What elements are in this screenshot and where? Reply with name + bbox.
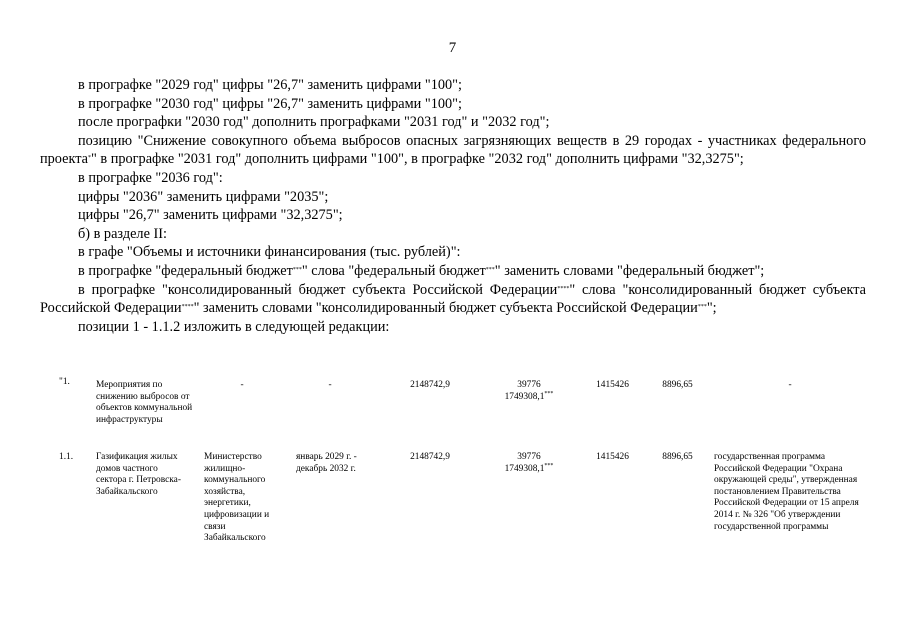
federal-main: 39776 bbox=[517, 380, 541, 390]
paragraph-text: позиции 1 - 1.1.2 изложить в следующей редакции: bbox=[78, 318, 390, 335]
footnote-mark: **** bbox=[181, 304, 194, 311]
table-cell-total: 2148742,9 bbox=[410, 380, 450, 390]
paragraph-text: " слова "федеральный бюджет bbox=[301, 262, 486, 279]
footnote-mark: *** bbox=[697, 304, 707, 311]
paragraph-text: в прографке "федеральный бюджет bbox=[78, 262, 293, 279]
federal-sub bbox=[490, 392, 568, 404]
table-cell-federal bbox=[490, 452, 568, 475]
table-cell-period: - bbox=[328, 380, 332, 390]
footnote-mark: * bbox=[88, 155, 91, 162]
table-cell-executor: - bbox=[240, 380, 244, 390]
table-cell-name: Газификация жилых домов частного сектора г. Петровска-Забайкальского bbox=[96, 452, 181, 497]
table-cell-num: "1. bbox=[59, 377, 70, 387]
paragraph-text: " в прографке "2031 год" дополнить цифрами "100", в прографке "2032 год" дополнить цифрами "32,3275"; bbox=[91, 151, 744, 168]
federal-sub-value: 1749308,1 bbox=[504, 391, 545, 402]
table-cell-total: 2148742,9 bbox=[410, 452, 450, 462]
paragraph-text: цифры "26,7" заменить цифрами "32,3275"; bbox=[78, 207, 343, 224]
federal-sub bbox=[490, 464, 568, 476]
table-cell-period: январь 2029 г. - декабрь 2032 г. bbox=[296, 452, 357, 474]
table-cell-program: - bbox=[788, 380, 792, 390]
paragraph-text: позицию "Снижение совокупного объема выбросов опасных загрязняющих веществ в 29 городах - участниках федерального проекта bbox=[40, 132, 866, 168]
paragraph-text: после прографки "2030 год" дополнить прографками "2031 год" и "2032 год"; bbox=[78, 114, 550, 131]
table-cell-other: 8896,65 bbox=[662, 452, 693, 462]
paragraph-text: б) в разделе II: bbox=[78, 225, 167, 242]
table-cell-program: государственная программа Российской Федерации "Охрана окружающей среды", утвержденная постановлением Правительства Российской Федерации от 15 апреля 2014 г. № 326 "Об утверждении государственной программы bbox=[714, 452, 859, 532]
paragraph-text: цифры "2036" заменить цифрами "2035"; bbox=[78, 188, 329, 205]
footnote-mark: *** bbox=[544, 462, 554, 469]
paragraph-text: в прографке "2029 год" цифры "26,7" заменить цифрами "100"; bbox=[78, 77, 462, 93]
paragraph-text: " слова "консолидированный бюджет субъекта Российской Федерации bbox=[40, 281, 866, 317]
table-cell-federal bbox=[490, 380, 568, 403]
paragraph-text: в прографке "2030 год" цифры "26,7" заменить цифрами "100"; bbox=[78, 95, 462, 112]
federal-main: 39776 bbox=[517, 452, 541, 462]
paragraph-text: в графе "Объемы и источники финансирования (тыс. рублей)": bbox=[78, 244, 461, 261]
paragraph-text: "; bbox=[706, 300, 717, 317]
paragraph-text: в прографке "2036 год": bbox=[78, 169, 223, 186]
paragraph-text: в прографке "консолидированный бюджет субъекта Российской Федерации bbox=[78, 281, 558, 298]
footnote-mark: *** bbox=[485, 266, 495, 273]
table-cell-other: 8896,65 bbox=[662, 380, 693, 390]
table-cell-num: 1.1. bbox=[59, 452, 74, 462]
table-cell-regional: 1415426 bbox=[596, 452, 629, 462]
table-cell-regional: 1415426 bbox=[596, 380, 629, 390]
table-cell-name: Мероприятия по снижению выбросов от объектов коммунальной инфраструктуры bbox=[96, 380, 193, 425]
footnote-mark: *** bbox=[292, 266, 302, 273]
footnote-mark: *** bbox=[544, 390, 554, 397]
page-number: 7 bbox=[448, 40, 457, 56]
paragraph-text: " заменить словами "федеральный бюджет"; bbox=[494, 262, 765, 279]
footnote-mark: **** bbox=[557, 285, 570, 292]
federal-sub-value: 1749308,1 bbox=[504, 463, 545, 474]
table-cell-executor: Министерство жилищно-коммунального хозяйства, энергетики, цифровизации и связи Забайкальского bbox=[204, 452, 270, 544]
paragraph-text: " заменить словами "консолидированный бюджет субъекта Российской Федерации bbox=[193, 300, 698, 317]
